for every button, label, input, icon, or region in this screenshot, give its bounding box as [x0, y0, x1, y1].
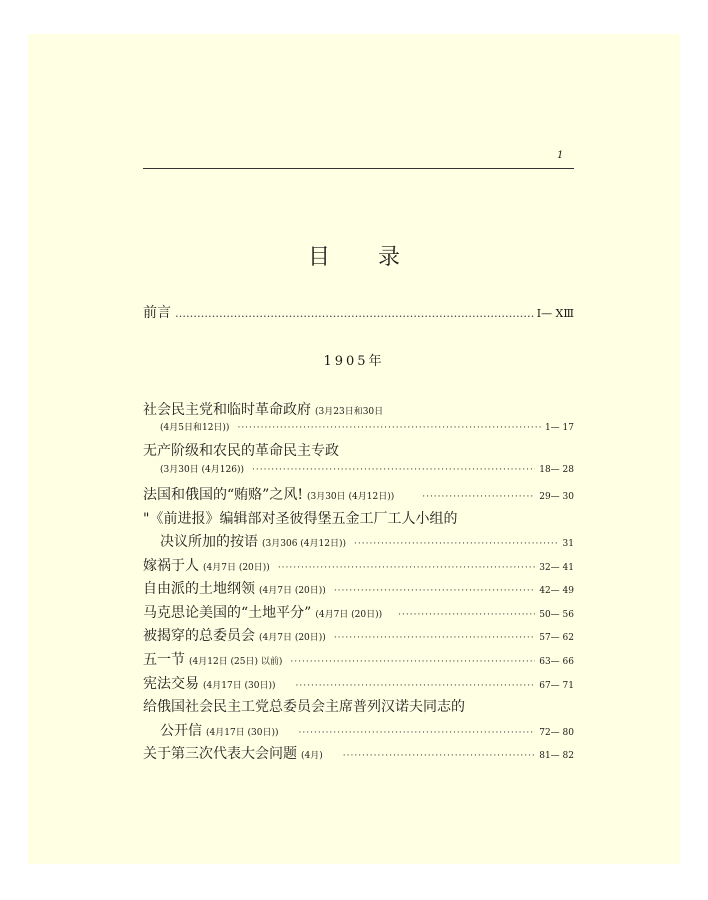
- toc-entry-date: (4月17日 (30日)): [203, 681, 276, 691]
- toc-entry[interactable]: [143, 743, 574, 763]
- toc-entry[interactable]: [143, 508, 574, 528]
- toc-entry-title: 公开信: [160, 723, 202, 739]
- toc-entry[interactable]: [143, 484, 574, 504]
- toc-preface[interactable]: [143, 302, 574, 322]
- toc-entry-title: 宪法交易: [143, 676, 199, 692]
- leader-dots: [278, 563, 535, 573]
- leader-dots: [175, 307, 535, 320]
- toc-entry-title: 无产阶级和农民的革命民主专政: [143, 443, 339, 459]
- leader-dots: [334, 586, 535, 596]
- toc-entry[interactable]: [143, 602, 574, 622]
- leader-dots: [290, 657, 535, 667]
- title-char-1: 目: [307, 245, 330, 270]
- toc-entry[interactable]: [143, 673, 574, 693]
- toc-preface-label: 前言: [143, 305, 171, 321]
- page-title: [0, 240, 708, 271]
- toc-entry-pages: 67— 71: [539, 681, 574, 691]
- toc-entry-pages: 32— 41: [539, 563, 574, 573]
- toc-entry-title: 决议所加的按语: [160, 534, 258, 550]
- leader-dots: [343, 751, 535, 761]
- toc-entry-title: 马克思论美国的“土地平分”: [143, 605, 312, 621]
- toc-entry-pages: 57— 62: [539, 633, 574, 643]
- leader-dots: [299, 728, 536, 738]
- toc-entry[interactable]: [160, 420, 574, 433]
- toc-entry-date: (3月23日和30日: [315, 407, 384, 417]
- title-char-2: 录: [378, 245, 401, 270]
- toc-entry-date: (4月12日 (25日) 以前): [189, 657, 283, 667]
- toc-entry-pages: 50— 56: [539, 610, 574, 620]
- toc-entry-pages: 18— 28: [539, 465, 574, 475]
- toc-entry[interactable]: [143, 696, 574, 716]
- toc-entry-title: 五一节: [143, 652, 185, 668]
- toc-entry-pages: 31: [562, 539, 574, 549]
- toc-entry[interactable]: [143, 440, 574, 460]
- toc-entry-date: (3月30日 (4月126)): [160, 465, 244, 475]
- toc-entry-title: "《前进报》编辑部对圣彼得堡五金工厂工人小组的: [143, 511, 458, 527]
- leader-dots: [354, 539, 559, 549]
- toc-entry-title: 嫁祸于人: [143, 558, 199, 574]
- leader-dots: [422, 492, 535, 502]
- toc-entry[interactable]: [160, 462, 574, 475]
- toc-entry-title: 社会民主党和临时革命政府: [143, 402, 311, 418]
- toc-entry[interactable]: [143, 625, 574, 645]
- toc-preface-pages: Ⅰ— XⅢ: [536, 307, 574, 320]
- toc-entry[interactable]: [160, 531, 574, 551]
- page-number: 1: [557, 150, 564, 161]
- toc-entry-date: (3月306 (4月12日)): [262, 539, 346, 549]
- header-rule: [143, 168, 574, 169]
- toc-entry-date: (4月5日和12日)): [160, 423, 230, 433]
- toc-entry-date: (4月7日 (20日)): [203, 563, 270, 573]
- leader-dots: [398, 610, 535, 620]
- leader-dots: [237, 423, 541, 433]
- toc-entry[interactable]: [143, 399, 574, 419]
- year-heading: 1905年: [323, 354, 385, 369]
- toc-entry[interactable]: [143, 578, 574, 598]
- toc-entry-pages: 42— 49: [539, 586, 574, 596]
- toc-entry-date: (4月): [301, 751, 323, 761]
- toc-entry-date: (4月7日 (20日)): [259, 633, 326, 643]
- toc-entry[interactable]: [143, 649, 574, 669]
- toc-entry-pages: 72— 80: [539, 728, 574, 738]
- toc-entry-title: 被揭穿的总委员会: [143, 628, 255, 644]
- toc-entry-title: 法国和俄国的“贿赂”之风!: [143, 487, 303, 503]
- toc-entry-title: 关于第三次代表大会问题: [143, 746, 297, 762]
- toc-entry[interactable]: [143, 555, 574, 575]
- toc-entry-pages: 1— 17: [544, 423, 574, 433]
- toc-entry-title: 自由派的土地纲领: [143, 581, 255, 597]
- toc-entry-pages: 63— 66: [539, 657, 574, 667]
- toc-entry-pages: 81— 82: [539, 751, 574, 761]
- toc-entry-date: (4月7日 (20日)): [259, 586, 326, 596]
- toc-entry-date: (3月30日 (4月12日)): [306, 492, 395, 502]
- toc-entry-pages: 29— 30: [539, 492, 574, 502]
- toc-entry[interactable]: [160, 720, 574, 740]
- leader-dots: [296, 681, 536, 691]
- toc-entry-date: (4月17日 (30日)): [206, 728, 279, 738]
- leader-dots: [252, 465, 535, 475]
- toc-entry-date: (4月7日 (20日)): [315, 610, 383, 620]
- leader-dots: [334, 633, 535, 643]
- toc-entry-title: 给俄国社会民主工党总委员会主席普列汉诺夫同志的: [143, 699, 465, 715]
